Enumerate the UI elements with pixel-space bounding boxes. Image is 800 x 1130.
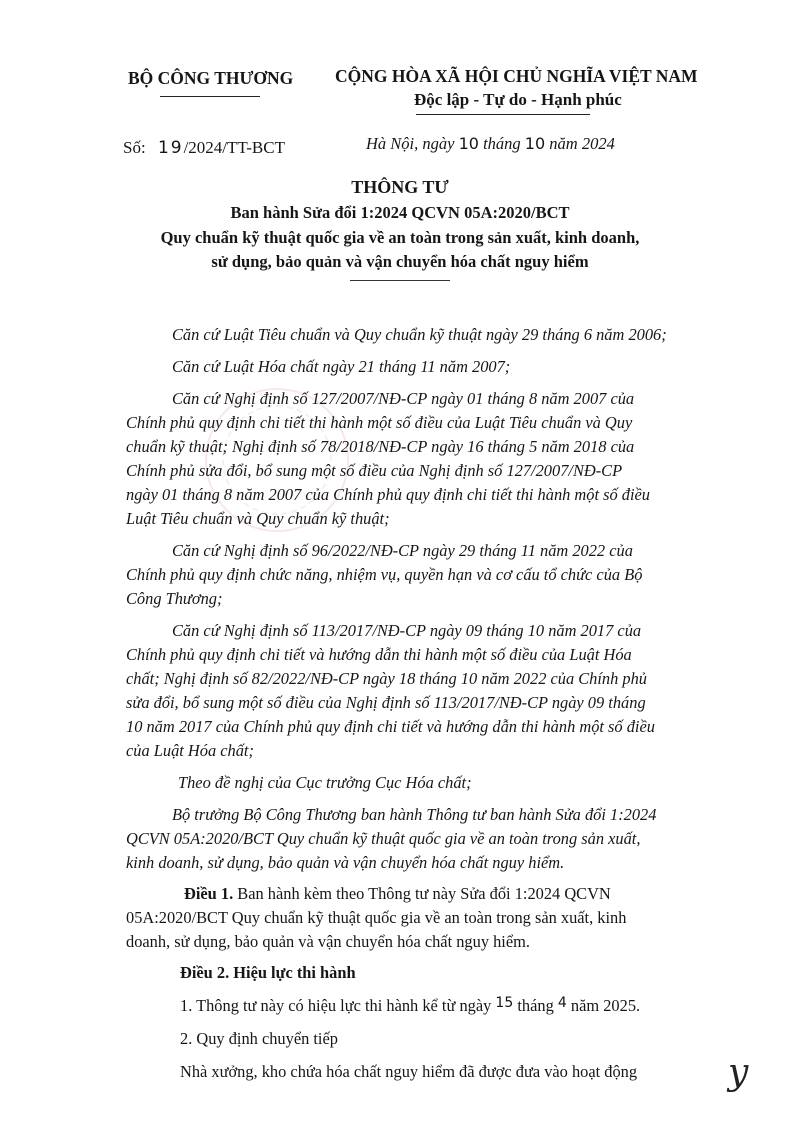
basis-line: Chính phủ quy định chi tiết thi hành một số điều của Luật Tiêu chuẩn và Quy <box>126 413 633 432</box>
doc-no-suffix: /2024/TT-BCT <box>183 138 285 157</box>
title-line-3: Quy chuẩn kỹ thuật quốc gia về an toàn trong sản xuất, kinh doanh, <box>160 228 640 247</box>
article-1-line-1 <box>184 884 611 904</box>
effective-month-handwritten: 4 <box>557 995 567 1011</box>
article-1-text: Ban hành kèm theo Thông tư này Sửa đổi 1:2024 QCVN <box>237 884 611 903</box>
year-label: năm 2024 <box>549 134 615 153</box>
article-1-line-2: 05A:2020/BCT Quy chuẩn kỹ thuật quốc gia về an toàn trong sản xuất, kinh <box>126 908 627 927</box>
month-handwritten: 10 <box>524 134 546 153</box>
basis-line: QCVN 05A:2020/BCT Quy chuẩn kỹ thuật quốc gia về an toàn trong sản xuất, <box>126 829 641 848</box>
basis-line: kinh doanh, sử dụng, bảo quản và vận chuyển hóa chất nguy hiểm. <box>126 853 565 872</box>
basis-line: ngày 01 tháng 8 năm 2007 của Chính phủ quy định chi tiết thi hành một số điều <box>126 485 651 504</box>
place-date <box>366 134 615 154</box>
basis-line: Chính phủ quy định chức năng, nhiệm vụ, quyền hạn và cơ cấu tổ chức của Bộ <box>126 565 643 584</box>
signature-initial: y <box>728 1052 749 1093</box>
basis-line: Theo đề nghị của Cục trưởng Cục Hóa chất; <box>178 773 472 792</box>
article-1-line-3: doanh, sử dụng, bảo quản và vận chuyển hóa chất nguy hiểm. <box>126 932 530 951</box>
basis-line: Căn cứ Nghị định số 127/2007/NĐ-CP ngày 01 tháng 8 năm 2007 của <box>172 389 635 408</box>
item-1-prefix: 1. Thông tư này có hiệu lực thi hành kể từ ngày <box>180 996 492 1015</box>
basis-line: Chính phủ quy định chi tiết và hướng dẫn thi hành một số điều của Luật Hóa <box>126 645 632 664</box>
basis-line: sửa đổi, bổ sung một số điều của Nghị định số 113/2017/NĐ-CP ngày 09 tháng <box>126 693 646 712</box>
basis-line: Căn cứ Nghị định số 113/2017/NĐ-CP ngày 09 tháng 10 năm 2017 của <box>172 621 642 640</box>
article-1-label: Điều 1. <box>184 884 234 903</box>
basis-line: chất; Nghị định số 82/2022/NĐ-CP ngày 18 tháng 10 năm 2022 của Chính phủ <box>126 669 648 688</box>
item-1-suffix: năm 2025. <box>570 996 641 1015</box>
item-1-month-label: tháng <box>517 996 554 1015</box>
basis-line: của Luật Hóa chất; <box>126 741 254 760</box>
doc-no-handwritten: 19 <box>157 138 184 158</box>
document-type-title: THÔNG TƯ <box>351 177 449 197</box>
month-label: tháng <box>483 134 521 153</box>
article-2-item-1 <box>180 996 640 1016</box>
document-number <box>123 138 285 158</box>
ministry-underline <box>160 96 260 97</box>
basis-line: Luật Tiêu chuẩn và Quy chuẩn kỹ thuật; <box>126 509 390 528</box>
basis-line: 10 năm 2017 của Chính phủ quy định chi tiết và hướng dẫn thi hành một số điều <box>126 717 655 736</box>
article-2-item-2: 2. Quy định chuyển tiếp <box>180 1029 338 1048</box>
article-2-paragraph: Nhà xưởng, kho chứa hóa chất nguy hiểm đã được đưa vào hoạt động <box>180 1062 638 1081</box>
national-motto: Độc lập - Tự do - Hạnh phúc <box>414 90 622 109</box>
basis-line: chuẩn kỹ thuật; Nghị định số 78/2018/NĐ-CP ngày 16 tháng 5 năm 2018 của <box>126 437 635 456</box>
effective-day-handwritten: 15 <box>495 995 514 1011</box>
place-prefix: Hà Nội, ngày <box>366 134 455 153</box>
issuing-ministry: BỘ CÔNG THƯƠNG <box>128 68 294 88</box>
doc-no-label: Số: <box>123 138 146 157</box>
title-line-4: sử dụng, bảo quản và vận chuyển hóa chất nguy hiểm <box>211 252 589 271</box>
title-line-2: Ban hành Sửa đổi 1:2024 QCVN 05A:2020/BCT <box>230 203 570 222</box>
motto-underline <box>416 114 590 115</box>
basis-line: Căn cứ Luật Tiêu chuẩn và Quy chuẩn kỹ thuật ngày 29 tháng 6 năm 2006; <box>172 325 667 344</box>
basis-line: Chính phủ sửa đổi, bổ sung một số điều của Nghị định số 127/2007/NĐ-CP <box>126 461 623 480</box>
day-handwritten: 10 <box>458 134 479 153</box>
title-underline <box>350 280 450 281</box>
basis-line: Căn cứ Luật Hóa chất ngày 21 tháng 11 năm 2007; <box>172 357 511 376</box>
basis-line: Công Thương; <box>126 589 223 608</box>
basis-line: Bộ trưởng Bộ Công Thương ban hành Thông tư ban hành Sửa đổi 1:2024 <box>172 805 657 824</box>
basis-line: Căn cứ Nghị định số 96/2022/NĐ-CP ngày 29 tháng 11 năm 2022 của <box>172 541 633 560</box>
article-2-heading: Điều 2. Hiệu lực thi hành <box>180 963 356 982</box>
national-title: CỘNG HÒA XÃ HỘI CHỦ NGHĨA VIỆT NAM <box>335 66 698 86</box>
